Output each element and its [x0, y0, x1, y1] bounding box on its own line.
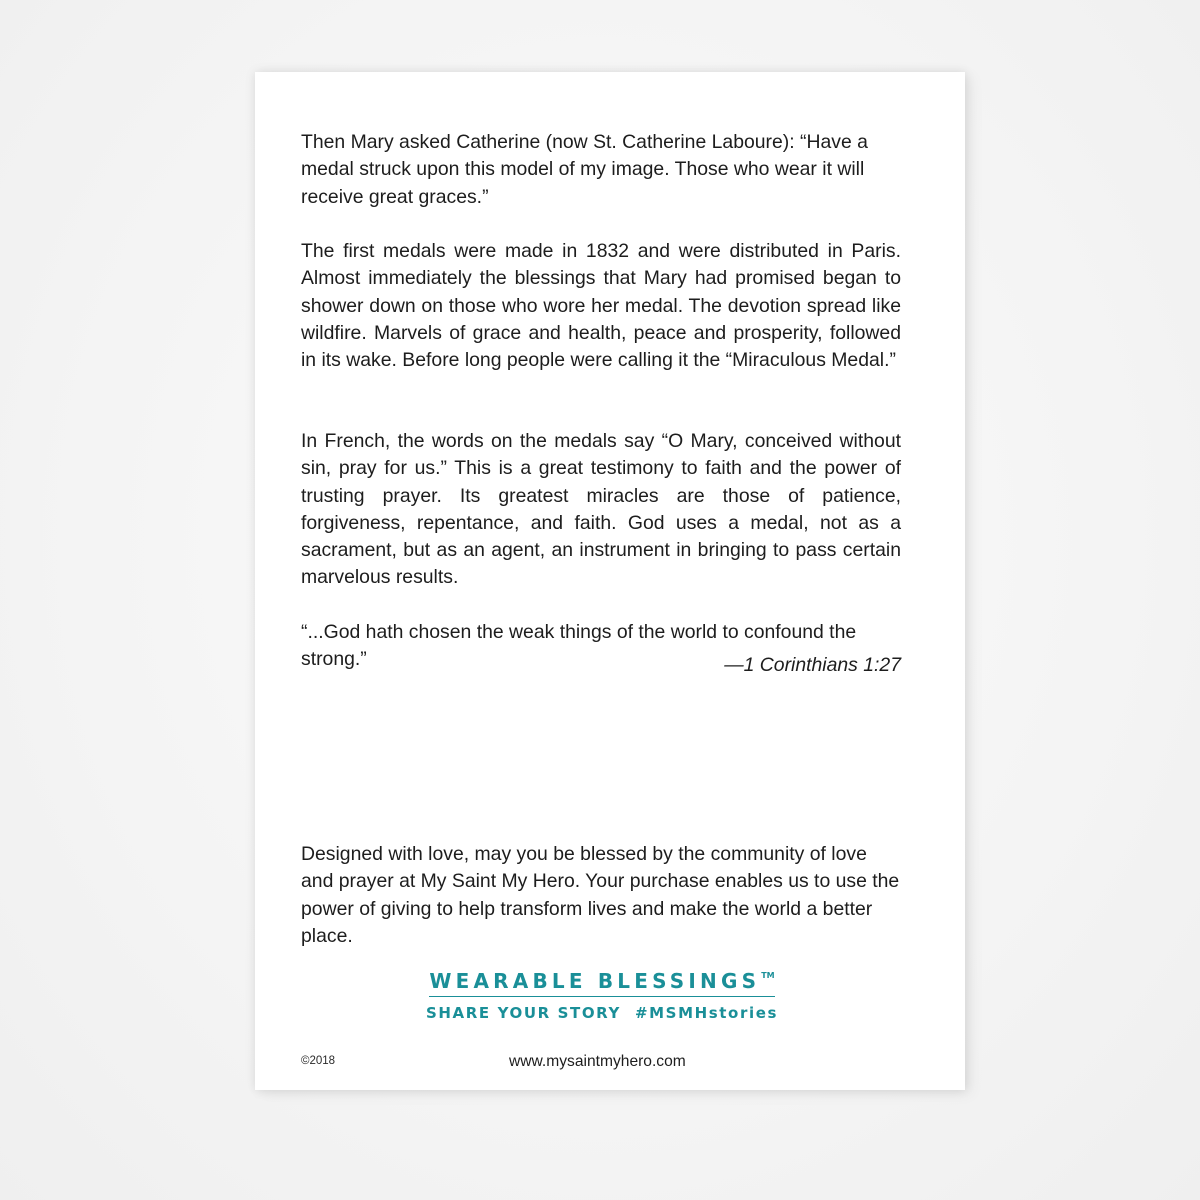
closing-paragraph: Designed with love, may you be blessed by the community of love and prayer at My Saint My Hero. Your purchase enables us to use the power of giving to help transform lives and make the world a better place.	[301, 843, 900, 947]
tagline-hashtag: #MSMHstories	[634, 1004, 779, 1022]
paragraph-french-words: In French, the words on the medals say “O Mary, conceived without sin, pray for us.” This is a great testimony to faith and the power of trusting prayer. Its greatest miracles are those of patience, forgiveness, repentance, and faith. God uses a medal, not as a sacrament, but as an agent, an instrument in bringing to pass certain marvelous results.	[301, 430, 901, 589]
paragraph-mary-request: Then Mary asked Catherine (now St. Catherine Laboure): “Have a medal struck upon this model of my image. Those who wear it will receive great graces.”	[301, 131, 868, 208]
scripture-quote: “...God hath chosen the weak things of the world to confound the strong.”	[301, 621, 857, 671]
copyright-notice: ©2018	[301, 1055, 336, 1067]
website-url: www.mysaintmyhero.com	[509, 1053, 686, 1070]
brand-title-text: WEARABLE BLESSINGS	[429, 969, 761, 993]
scripture-citation: —1 Corinthians 1:27	[724, 654, 901, 676]
paragraph-first-medals: The first medals were made in 1832 and were distributed in Paris. Almost immediately the blessings that Mary had promised began to shower down on those who wore her medal. The devotion spread like wildfire. Marvels of grace and health, peace and prosperity, followed in its wake. Before long people were calling it the “Miraculous Medal.”	[301, 240, 901, 372]
brand-title	[429, 969, 774, 997]
trademark-mark: TM	[761, 971, 775, 980]
tagline-share-story: SHARE YOUR STORY	[425, 1004, 621, 1022]
brand-logo	[417, 969, 787, 1022]
brand-tagline	[417, 1004, 787, 1022]
prayer-card-back	[255, 72, 965, 1090]
